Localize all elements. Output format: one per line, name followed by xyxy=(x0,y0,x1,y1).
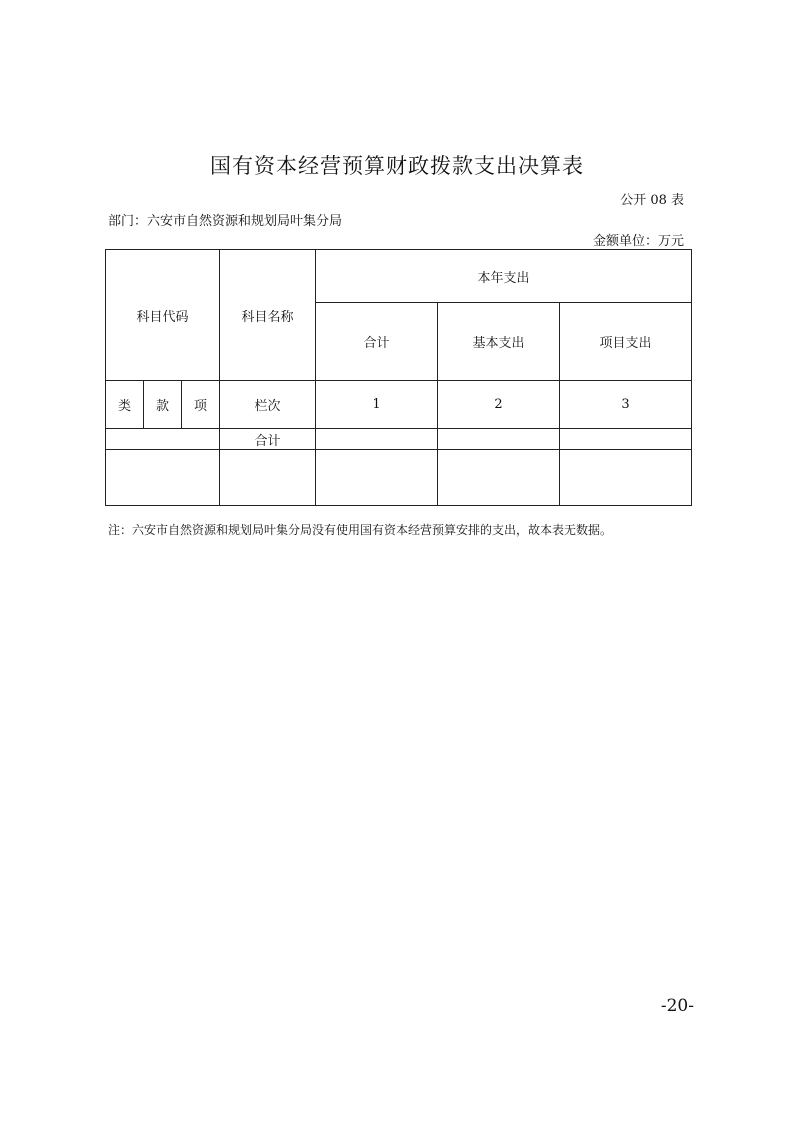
column-number-3: 3 xyxy=(560,381,692,429)
header-kuan: 款 xyxy=(144,381,182,429)
column-number-2: 2 xyxy=(438,381,560,429)
empty-row-code-cell xyxy=(106,450,220,506)
page-title: 国有资本经营预算财政拨款支出决算表 xyxy=(210,154,584,178)
header-lei: 类 xyxy=(106,381,144,429)
column-number-1: 1 xyxy=(316,381,438,429)
expense-table xyxy=(105,249,692,506)
header-subject-code: 科目代码 xyxy=(106,250,220,381)
department-label: 部门：六安市自然资源和规划局叶集分局 xyxy=(108,214,343,229)
header-project-expense: 项目支出 xyxy=(560,303,692,381)
form-number: 公开 08 表 xyxy=(620,193,684,208)
total-row-label: 合计 xyxy=(220,429,316,450)
total-row-total-cell xyxy=(316,429,438,450)
amount-unit-label: 金额单位：万元 xyxy=(592,234,684,249)
page-number: -20- xyxy=(660,996,694,1016)
total-row-project-cell xyxy=(560,429,692,450)
empty-row-project-cell xyxy=(560,450,692,506)
header-xiang: 项 xyxy=(182,381,220,429)
table-note: 注：六安市自然资源和规划局叶集分局没有使用国有资本经营预算安排的支出，故本表无数据。 xyxy=(108,523,613,537)
empty-row-name-cell xyxy=(220,450,316,506)
header-basic-expense: 基本支出 xyxy=(438,303,560,381)
header-total: 合计 xyxy=(316,303,438,381)
empty-row-basic-cell xyxy=(438,450,560,506)
total-row-code-cell xyxy=(106,429,220,450)
empty-row-total-cell xyxy=(316,450,438,506)
header-subject-name: 科目名称 xyxy=(220,250,316,381)
header-year-expense: 本年支出 xyxy=(316,250,692,303)
header-column-order: 栏次 xyxy=(220,381,316,429)
total-row-basic-cell xyxy=(438,429,560,450)
